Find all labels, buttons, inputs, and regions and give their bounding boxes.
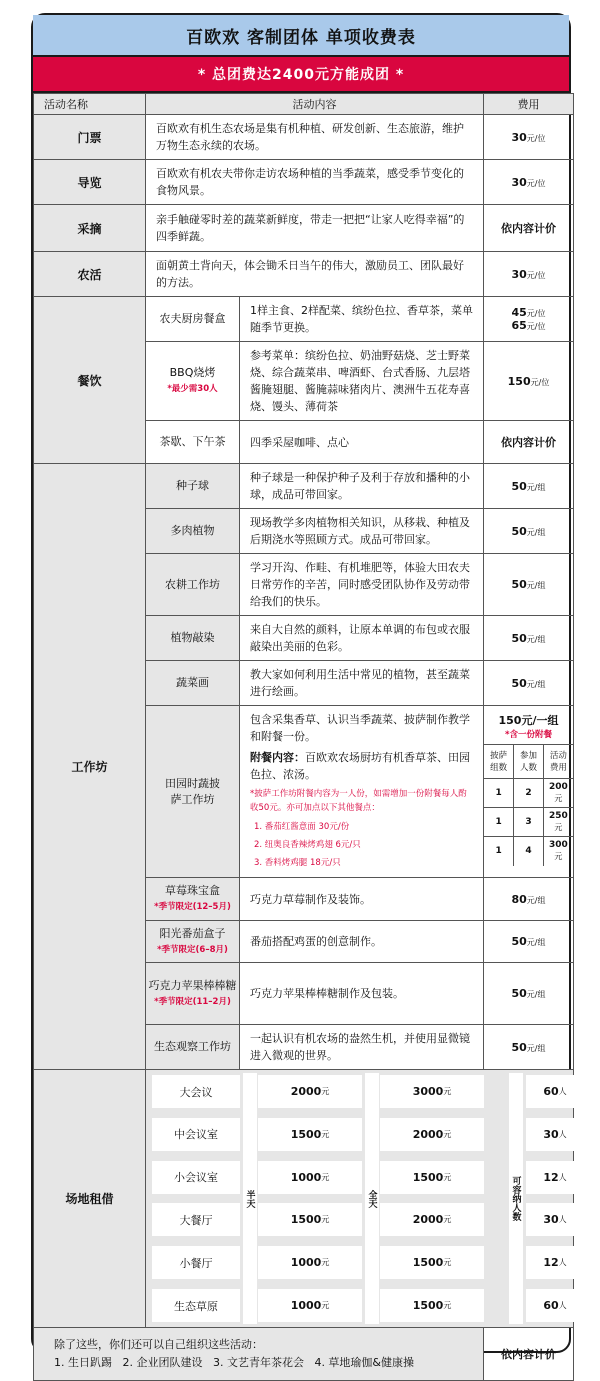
category-dining: 餐饮 [34, 297, 146, 464]
person-unit: 人 [558, 1301, 567, 1310]
capacity-amount: 12 [543, 1170, 559, 1184]
grid-row [484, 808, 573, 837]
grid-header: 活动费用 [543, 745, 573, 779]
item-desc: 四季采屋咖啡、点心 [240, 421, 484, 464]
pizza-red-note: *披萨工作坊附餐内容为一人份，如需增加一份附餐每人酌收50元。亦可加点以下其他餐点： [250, 789, 467, 813]
activity-desc: 亲手触碰零时差的蔬菜新鲜度，带走一把把“让家人吃得幸福”的四季鲜蔬。 [146, 205, 484, 252]
grid-fee-unit: 元 [554, 794, 563, 803]
capacity-amount: 60 [543, 1085, 559, 1098]
activity-name: 门票 [34, 115, 146, 160]
full-fee-amount: 1500 [412, 1256, 444, 1270]
fee-cell [484, 1025, 574, 1070]
fee-line [484, 375, 573, 388]
item-note: *季节限定(12–5月) [154, 902, 231, 912]
fee-amount: 50 [511, 524, 527, 538]
grid-people: 3 [514, 808, 544, 837]
fee-unit: 元/组 [526, 679, 546, 689]
fee-line [484, 319, 573, 332]
fee-cell [484, 252, 574, 297]
room-half-day-fee [258, 1161, 362, 1194]
item-name-cell [146, 878, 240, 921]
item-note: *季节限定(11–2月) [154, 996, 231, 1007]
item-desc: 番茄搭配鸡蛋的创意制作。 [240, 921, 484, 963]
activity-desc: 面朝黄土背向天，体会锄禾日当午的伟大，激励员工、团队最好的方法。 [146, 252, 484, 297]
header-name: 活动名称 [34, 94, 146, 115]
item-desc: 学习开沟、作畦、有机堆肥等，体验大田农夫日常劳作的辛苦，同时感受团队协作及劳动带给我们的快乐。 [240, 554, 484, 616]
item-name: 农夫厨房餐盒 [159, 312, 226, 325]
fee-cell [484, 616, 574, 661]
item-desc: 参考菜单：缤纷色拉、奶油野菇烧、芝士野菜烧、综合蔬菜串、啤酒虾、台式香肠、九层塔酱腌翅腿、酱腌蒜味猪肉片、澳洲牛五花寿喜烧、馒头、薄荷茶 [240, 342, 484, 421]
table-row [34, 115, 574, 160]
money-unit: 元 [443, 1215, 452, 1225]
item-name: 植物敲染 [170, 631, 215, 644]
activity-name: 采摘 [34, 205, 146, 252]
room-full-day-fee [380, 1203, 484, 1236]
room-name: 生态草原 [152, 1289, 240, 1322]
item-name-cell [146, 963, 240, 1025]
fee-unit: 元/组 [526, 938, 546, 947]
table-row [34, 205, 574, 252]
grid-fee [543, 837, 573, 866]
fee-cell [484, 963, 574, 1025]
fee-cell [484, 509, 574, 554]
grid-header: 参加人数 [514, 745, 544, 779]
item-note: *季节限定(6–8月) [157, 944, 228, 955]
header-content: 活动内容 [146, 94, 484, 115]
item-name: 农耕工作坊 [165, 577, 220, 591]
item-desc [240, 706, 484, 878]
grid-fee-amount: 200 [549, 782, 568, 792]
room-name: 大会议 [152, 1075, 240, 1108]
item-desc: 教大家如何利用生活中常见的植物，甚至蔬菜进行绘画。 [240, 661, 484, 706]
pizza-extra-item: 1. 番茄红酱意面 30元/份 [254, 822, 350, 832]
half-fee-amount: 1500 [290, 1127, 322, 1141]
fee-amount: 45 [511, 306, 527, 319]
item-name: 阳光番茄盒子 [159, 926, 226, 940]
footer-activity-list: 1. 生日趴踢 2. 企业团队建设 3. 文艺青年茶花会 4. 草地瑜伽&健康操 [54, 1356, 415, 1369]
fee-amount: 50 [511, 1040, 527, 1054]
item-desc: 巧克力草莓制作及装饰。 [240, 878, 484, 921]
grid-fee [543, 808, 573, 837]
category-venue: 场地租借 [34, 1070, 146, 1328]
footer-activities [34, 1328, 484, 1381]
full-fee-amount: 3000 [412, 1085, 444, 1098]
footer-row [34, 1328, 574, 1381]
item-name-cell [146, 616, 240, 661]
fee-cell [484, 297, 574, 342]
capacity-amount: 30 [543, 1127, 559, 1141]
room-half-day-fee [258, 1075, 362, 1108]
money-unit: 元 [321, 1215, 330, 1225]
item-name-cell [146, 421, 240, 464]
activity-desc: 百欧欢有机生态农场是集有机种植、研发创新、生态旅游，维护万物生态永续的农场。 [146, 115, 484, 160]
fee-amount: 30 [511, 267, 527, 281]
fee-amount: 65 [511, 319, 527, 332]
half-fee-amount: 1000 [290, 1256, 322, 1270]
pizza-fee-cell [484, 706, 574, 878]
fee-amount: 50 [511, 987, 527, 1000]
person-unit: 人 [558, 1215, 567, 1225]
room-half-day-fee [258, 1246, 362, 1279]
venue-grid [146, 1070, 574, 1328]
item-desc: 1样主食、2样配菜、缤纷色拉、香草茶，菜单随季节更换。 [240, 297, 484, 342]
item-desc: 巧克力苹果棒棒糖制作及包装。 [240, 963, 484, 1025]
fee-cell [484, 878, 574, 921]
addon-text: 百欧欢农场厨坊有机香草茶、田园色拉、浓汤。 [250, 751, 470, 781]
room-name: 大餐厅 [152, 1203, 240, 1236]
table-header [34, 94, 574, 115]
pizza-extra-item: 3. 香料烤鸡腿 18元/只 [254, 858, 341, 868]
fee-unit: 元/位 [526, 178, 546, 188]
room-name: 小餐厅 [152, 1246, 240, 1279]
header-fee: 费用 [484, 94, 574, 115]
room-half-day-fee [258, 1289, 362, 1322]
item-note: *最少需30人 [167, 384, 218, 394]
money-unit: 元 [443, 1301, 452, 1310]
item-name-cell [146, 921, 240, 963]
item-name-cell [146, 554, 240, 616]
item-name-cell [146, 464, 240, 509]
capacity-amount: 30 [543, 1213, 559, 1227]
item-name-cell [146, 1025, 240, 1070]
fee-cell [484, 205, 574, 252]
pizza-addon [250, 749, 473, 783]
fee-unit: 元/组 [526, 895, 546, 905]
room-full-day-fee [380, 1075, 484, 1108]
money-unit: 元 [443, 1087, 452, 1096]
grid-groups: 1 [484, 837, 514, 866]
fee-cell [484, 421, 574, 464]
activity-name: 农活 [34, 252, 146, 297]
fee-cell [484, 115, 574, 160]
item-name: 田园时蔬披萨工作坊 [146, 706, 240, 878]
money-unit: 元 [321, 1087, 330, 1096]
footer-intro: 除了这些，你们还可以自己组织这些活动： [54, 1338, 263, 1351]
fee-unit: 元/组 [526, 482, 546, 492]
fee-unit: 元/组 [526, 634, 546, 644]
full-fee-amount: 1500 [412, 1299, 444, 1312]
table-row [34, 297, 574, 342]
capacity-label: 可容纳人数 [509, 1073, 523, 1324]
fee-unit: 元/位 [526, 322, 546, 331]
page-title: 百欧欢 客制团体 单项收费表 [33, 15, 569, 57]
grid-fee-amount: 250 [549, 811, 568, 821]
room-name: 中会议室 [152, 1118, 240, 1151]
grid-fee-unit: 元 [554, 852, 563, 862]
fee-amount: 50 [511, 631, 527, 645]
person-unit: 人 [558, 1129, 567, 1139]
pizza-desc: 包含采集香草、认识当季蔬菜、披萨制作教学和附餐一份。 [250, 713, 470, 743]
fee-amount: 50 [511, 935, 527, 948]
grid-groups: 1 [484, 779, 514, 808]
table-row [34, 252, 574, 297]
item-name-cell [146, 661, 240, 706]
fee-cell [484, 554, 574, 616]
half-fee-amount: 1000 [290, 1170, 322, 1184]
grid-header: 披萨组数 [484, 745, 514, 779]
room-full-day-fee [380, 1246, 484, 1279]
fee-unit: 元/组 [526, 990, 546, 999]
grid-row [484, 837, 573, 866]
fee-amount: 30 [511, 175, 527, 189]
fee-amount: 150 [507, 374, 531, 388]
item-name: 茶歇、下午茶 [159, 435, 226, 448]
item-desc: 种子球是一种保护种子及利于存放和播种的小球，成品可带回家。 [240, 464, 484, 509]
category-workshop: 工作坊 [34, 464, 146, 1070]
money-unit: 元 [321, 1129, 330, 1139]
fee-amount: 依内容计价 [501, 222, 556, 235]
item-desc: 现场教学多肉植物相关知识，从移栽、种植及后期浇水等照顾方式。成品可带回家。 [240, 509, 484, 554]
grid-fee [543, 779, 573, 808]
room-capacity [526, 1203, 584, 1236]
item-name: 蔬菜画 [176, 676, 209, 689]
fee-cell [484, 661, 574, 706]
fee-cell [484, 342, 574, 421]
half-fee-amount: 1500 [290, 1213, 322, 1227]
grid-header-row [484, 745, 573, 779]
fee-table [33, 93, 574, 1381]
money-unit: 元 [443, 1129, 452, 1139]
room-full-day-fee [380, 1118, 484, 1151]
item-desc: 来自大自然的颜料，让原本单调的布包或衣服敲染出美丽的色彩。 [240, 616, 484, 661]
room-name: 小会议室 [152, 1161, 240, 1194]
footer-fee: 依内容计价 [484, 1328, 574, 1381]
room-capacity [526, 1246, 584, 1279]
item-name: BBQ烧烤 [169, 366, 216, 379]
capacity-amount: 12 [543, 1256, 559, 1270]
money-unit: 元 [321, 1172, 330, 1182]
half-fee-amount: 2000 [290, 1085, 322, 1098]
full-day-label: 全天 [365, 1073, 379, 1324]
room-capacity [526, 1161, 584, 1194]
half-fee-amount: 1000 [290, 1299, 322, 1312]
item-name-cell [146, 297, 240, 342]
room-half-day-fee [258, 1118, 362, 1151]
fee-unit: 元/组 [526, 527, 546, 537]
fee-unit: 元/位 [530, 377, 550, 387]
money-unit: 元 [443, 1172, 452, 1182]
pizza-fee-grid [484, 744, 573, 866]
fee-line [484, 306, 573, 319]
price-sheet [31, 13, 571, 1369]
grid-fee-unit: 元 [554, 823, 563, 832]
fee-line [484, 434, 573, 450]
room-capacity [526, 1289, 584, 1322]
activity-name: 导览 [34, 160, 146, 205]
fee-amount: 80 [511, 892, 527, 906]
venue-row [34, 1070, 574, 1328]
activity-desc: 百欧欢有机农夫带你走访农场种植的当季蔬菜，感受季节变化的食物风景。 [146, 160, 484, 205]
fee-cell [484, 160, 574, 205]
grid-groups: 1 [484, 808, 514, 837]
item-desc: 一起认识有机农场的盎然生机，并使用显微镜进入微观的世界。 [240, 1025, 484, 1070]
person-unit: 人 [558, 1258, 567, 1268]
room-capacity [526, 1075, 584, 1108]
room-full-day-fee [380, 1289, 484, 1322]
person-unit: 人 [558, 1087, 567, 1096]
room-half-day-fee [258, 1203, 362, 1236]
full-fee-amount: 1500 [412, 1170, 444, 1184]
fee-cell [484, 921, 574, 963]
fee-amount: 50 [511, 676, 527, 690]
fee-amount: 50 [511, 578, 527, 591]
fee-unit: 元/组 [526, 581, 546, 590]
half-day-label: 半天 [243, 1073, 257, 1324]
item-name: 生态观察工作坊 [154, 1040, 231, 1053]
money-unit: 元 [321, 1301, 330, 1310]
pizza-extra-item: 2. 纽奥良香辣烤鸡翅 6元/只 [254, 840, 361, 850]
table-row [34, 160, 574, 205]
fee-unit: 元/位 [526, 270, 546, 280]
capacity-amount: 60 [543, 1299, 559, 1312]
table-row [34, 464, 574, 509]
grid-people: 2 [514, 779, 544, 808]
person-unit: 人 [558, 1172, 567, 1182]
fee-cell [484, 464, 574, 509]
money-unit: 元 [443, 1258, 452, 1268]
grid-people: 4 [514, 837, 544, 866]
grid-row [484, 779, 573, 808]
fee-amount: 50 [511, 479, 527, 493]
fee-unit: 元/位 [526, 133, 546, 143]
full-fee-amount: 2000 [412, 1213, 444, 1227]
fee-amount: 30 [511, 130, 527, 144]
item-name: 多肉植物 [170, 524, 215, 537]
money-unit: 元 [321, 1258, 330, 1268]
item-name-cell [146, 509, 240, 554]
grid-fee-amount: 300 [549, 840, 568, 851]
addon-label: 附餐内容： [250, 751, 305, 764]
room-capacity [526, 1118, 584, 1151]
pizza-fee-main: 150元/一组 [498, 714, 559, 727]
item-name: 种子球 [176, 479, 209, 492]
room-full-day-fee [380, 1161, 484, 1194]
pizza-fee-note: *含一份附餐 [505, 730, 552, 740]
fee-unit: 元/位 [526, 309, 546, 318]
minimum-fee-banner: * 总团费达2400元方能成团 * [33, 57, 569, 93]
fee-unit: 元/组 [526, 1043, 546, 1053]
item-name: 草莓珠宝盒 [165, 884, 220, 897]
full-fee-amount: 2000 [412, 1127, 444, 1141]
fee-amount: 依内容计价 [501, 436, 556, 449]
item-name: 巧克力苹果棒棒糖 [148, 978, 237, 992]
item-name-cell [146, 342, 240, 421]
